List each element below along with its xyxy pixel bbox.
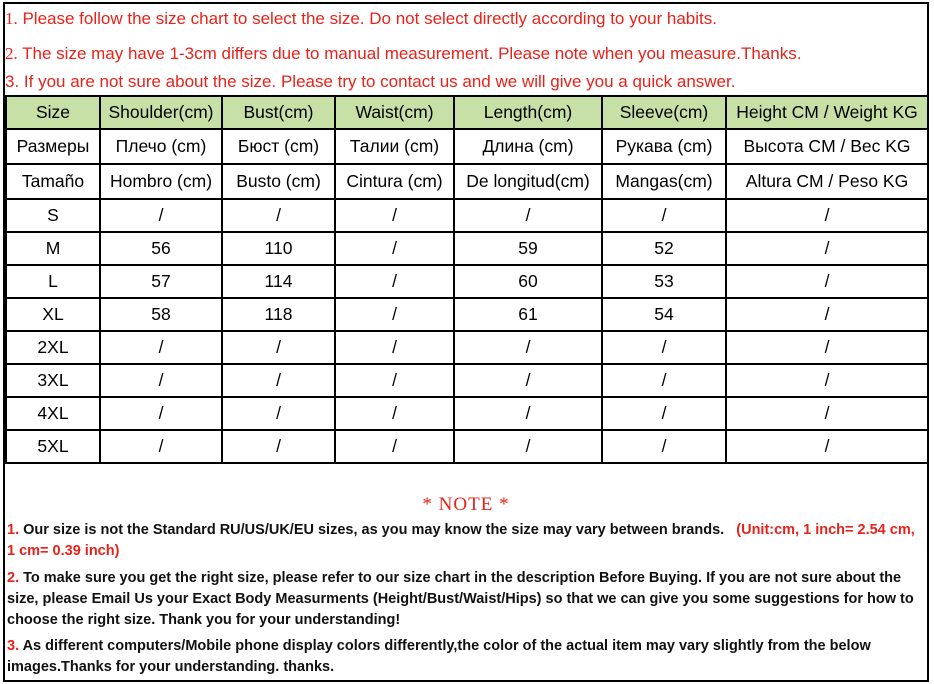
unit-note: (Unit:cm, 1 inch= 2.54 cm, 1 cm= 0.39 inch) xyxy=(7,522,915,559)
note-number: 2. xyxy=(7,570,20,586)
size-cell: 3XL xyxy=(6,364,100,397)
table-cell: / xyxy=(335,397,454,430)
size-chart-table xyxy=(5,95,929,464)
note-text: As different computers/Mobile phone display colors differently,the color of the actual item may vary slightly from the below images.Thanks for your understanding. thanks. xyxy=(7,638,871,675)
spanish-header-row xyxy=(6,164,928,199)
table-cell: / xyxy=(222,331,335,364)
table-cell: / xyxy=(100,397,222,430)
note-item-3 xyxy=(7,636,919,678)
table-cell: / xyxy=(726,298,928,331)
table-cell: / xyxy=(335,430,454,463)
note-item-1 xyxy=(7,520,919,562)
header-cell: Талии (cm) xyxy=(335,129,454,164)
top-note-text: If you are not sure about the size. Please try to contact us and we will give you a quick answer. xyxy=(19,72,736,91)
header-cell: Cintura (cm) xyxy=(335,164,454,199)
size-cell: M xyxy=(6,232,100,265)
header-cell: Waist(cm) xyxy=(335,96,454,129)
table-cell: 60 xyxy=(454,265,602,298)
note-item-2 xyxy=(7,568,919,631)
table-row xyxy=(6,364,928,397)
table-cell: 58 xyxy=(100,298,222,331)
table-cell: 61 xyxy=(454,298,602,331)
table-cell: / xyxy=(100,331,222,364)
table-cell: / xyxy=(100,430,222,463)
table-cell: 59 xyxy=(454,232,602,265)
table-cell: 53 xyxy=(602,265,726,298)
size-cell: XL xyxy=(6,298,100,331)
table-cell: 56 xyxy=(100,232,222,265)
header-cell: Длина (cm) xyxy=(454,129,602,164)
table-cell: / xyxy=(726,364,928,397)
header-cell: Shoulder(cm) xyxy=(100,96,222,129)
table-cell: / xyxy=(222,364,335,397)
table-cell: / xyxy=(726,331,928,364)
table-cell: / xyxy=(100,199,222,232)
table-cell: 54 xyxy=(602,298,726,331)
header-cell: Высота CM / Вес KG xyxy=(726,129,928,164)
table-row xyxy=(6,298,928,331)
table-cell: / xyxy=(335,331,454,364)
size-cell: 5XL xyxy=(6,430,100,463)
table-cell: / xyxy=(602,199,726,232)
table-cell: / xyxy=(602,331,726,364)
header-cell: Размеры xyxy=(6,129,100,164)
header-cell: Altura CM / Peso KG xyxy=(726,164,928,199)
table-cell: / xyxy=(335,199,454,232)
table-row xyxy=(6,265,928,298)
top-note-2 xyxy=(5,44,801,64)
note-number: 1. xyxy=(7,522,20,538)
note-text: To make sure you get the right size, please refer to our size chart in the description Before Buying. If you are not sure about the size, please Email Us your Exact Body Measurments (Height/Bust/Waist/Hips) so that we can give you some suggestions for how to choose the right size. Thank you for your understanding! xyxy=(7,570,914,628)
note-title: * NOTE * xyxy=(422,494,510,515)
table-cell: 118 xyxy=(222,298,335,331)
russian-header-row xyxy=(6,129,928,164)
table-cell: / xyxy=(602,430,726,463)
header-row xyxy=(6,96,928,129)
table-row xyxy=(6,199,928,232)
table-cell: 114 xyxy=(222,265,335,298)
header-cell: Рукава (cm) xyxy=(602,129,726,164)
table-cell: / xyxy=(454,199,602,232)
table-row xyxy=(6,430,928,463)
header-cell: Hombro (cm) xyxy=(100,164,222,199)
table-cell: / xyxy=(726,265,928,298)
table-cell: 52 xyxy=(602,232,726,265)
header-cell: Mangas(cm) xyxy=(602,164,726,199)
top-note-1 xyxy=(5,9,717,29)
header-cell: Плечо (cm) xyxy=(100,129,222,164)
table-cell: / xyxy=(222,430,335,463)
header-cell: Height CM / Weight KG xyxy=(726,96,928,129)
size-cell: L xyxy=(6,265,100,298)
top-note-text: The size may have 1-3cm differs due to manual measurement. Please note when you measure.Thanks. xyxy=(17,44,802,63)
table-cell: / xyxy=(454,430,602,463)
table-cell: / xyxy=(726,430,928,463)
table-cell: / xyxy=(454,397,602,430)
header-cell: Бюст (cm) xyxy=(222,129,335,164)
header-cell: Busto (cm) xyxy=(222,164,335,199)
header-cell: Tamaño xyxy=(6,164,100,199)
note-section xyxy=(5,490,927,680)
size-cell: S xyxy=(6,199,100,232)
top-note-3 xyxy=(5,72,735,92)
header-cell: Length(cm) xyxy=(454,96,602,129)
table-cell: / xyxy=(100,364,222,397)
table-cell: / xyxy=(602,397,726,430)
table-cell: / xyxy=(335,265,454,298)
note-text: Our size is not the Standard RU/US/UK/EU sizes, as you may know the size may vary between brands. xyxy=(19,522,725,538)
size-cell: 4XL xyxy=(6,397,100,430)
table-row xyxy=(6,331,928,364)
table-cell: / xyxy=(222,397,335,430)
table-cell: / xyxy=(726,199,928,232)
table-cell: / xyxy=(602,364,726,397)
table-cell: 110 xyxy=(222,232,335,265)
table-cell: / xyxy=(726,232,928,265)
table-row xyxy=(6,397,928,430)
table-cell: / xyxy=(454,364,602,397)
header-cell: Size xyxy=(6,96,100,129)
header-cell: De longitud(cm) xyxy=(454,164,602,199)
table-row xyxy=(6,232,928,265)
size-cell: 2XL xyxy=(6,331,100,364)
header-cell: Bust(cm) xyxy=(222,96,335,129)
table-cell: / xyxy=(335,364,454,397)
table-cell: / xyxy=(335,298,454,331)
top-note-number: 1. xyxy=(5,9,18,28)
table-cell: / xyxy=(222,199,335,232)
table-cell: / xyxy=(726,397,928,430)
top-note-number: 3. xyxy=(5,72,20,91)
top-note-text: Please follow the size chart to select the size. Do not select directly according to your habits. xyxy=(17,9,717,28)
table-cell: 57 xyxy=(100,265,222,298)
table-cell: / xyxy=(454,331,602,364)
header-cell: Sleeve(cm) xyxy=(602,96,726,129)
top-note-number: 2. xyxy=(5,44,18,63)
note-number: 3. xyxy=(7,638,20,654)
table-cell: / xyxy=(335,232,454,265)
